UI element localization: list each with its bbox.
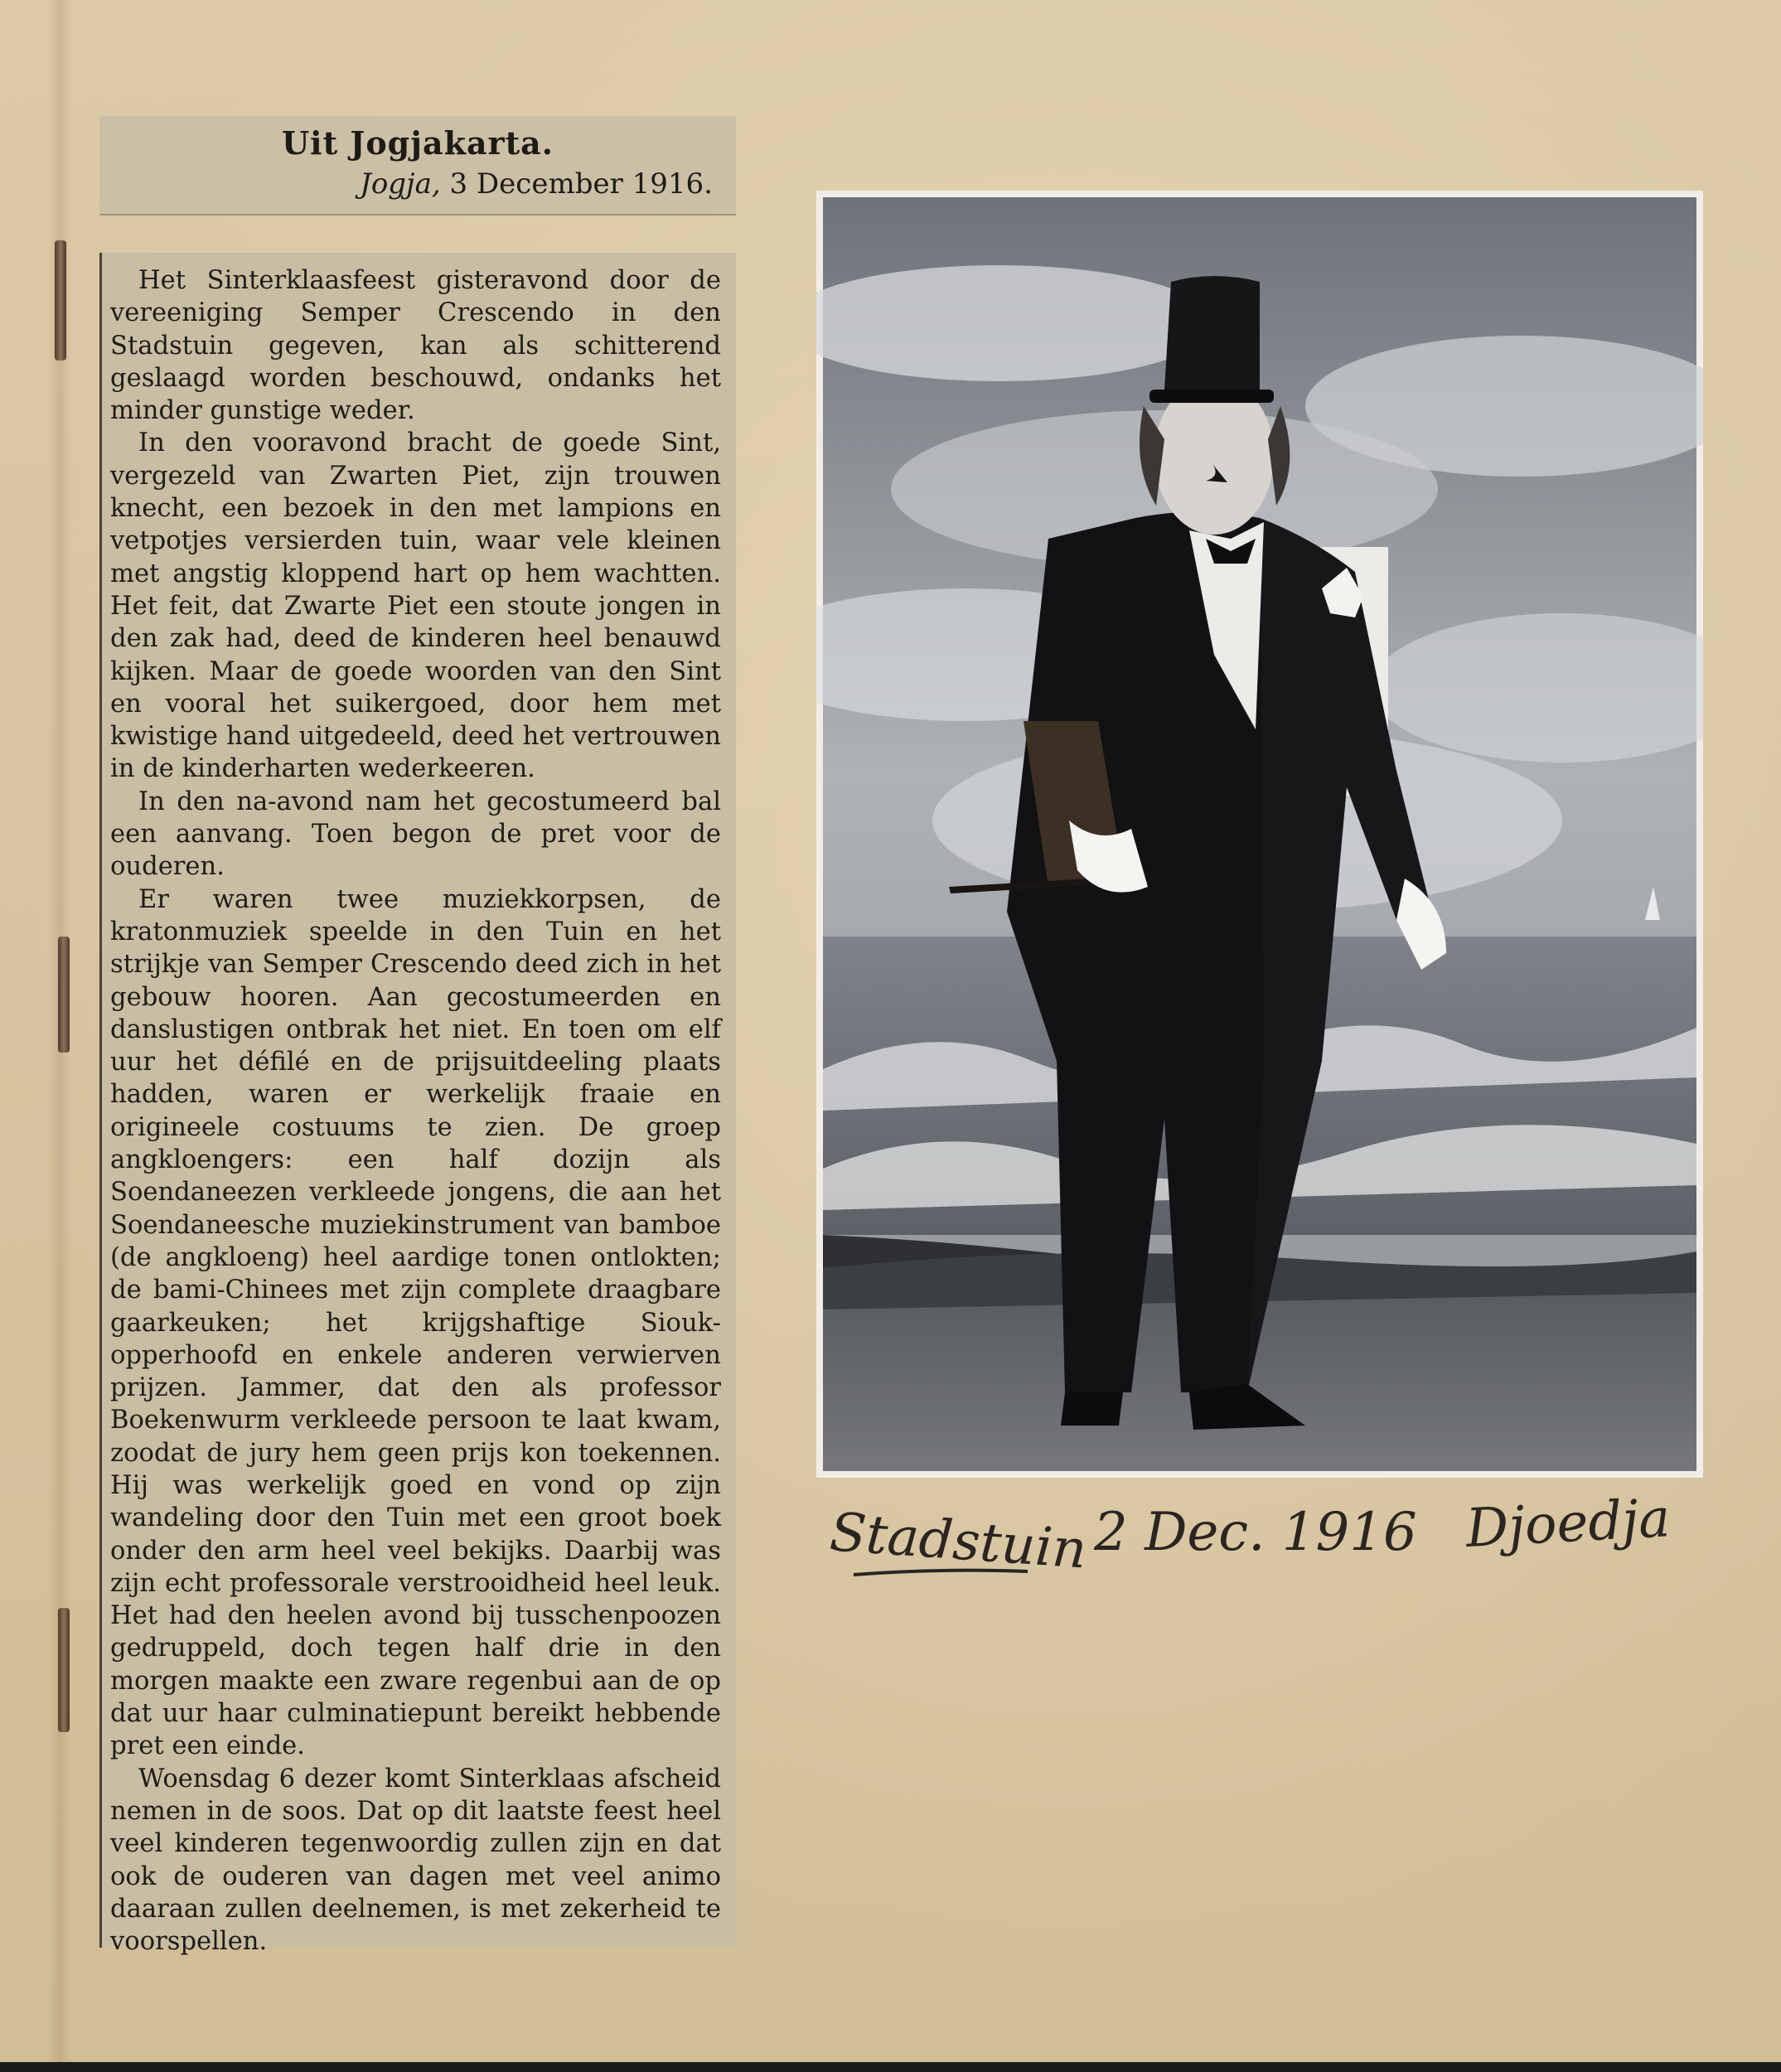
clipping-dateline	[99, 167, 713, 201]
clipping-place: Jogja,	[360, 167, 441, 201]
caption-location-text: Stadstuin	[827, 1502, 1089, 1581]
page-bottom-edge	[0, 2062, 1781, 2072]
clipping-title: Uit Jogjakarta.	[282, 124, 554, 162]
newspaper-article-clipping	[99, 253, 736, 1957]
photograph-image	[816, 191, 1703, 1478]
caption-date	[1094, 1492, 1417, 1583]
caption-location	[827, 1492, 1089, 1583]
caption-city	[1464, 1488, 1682, 1583]
article-paragraph: Er waren twee muziekkorpsen, de kratonmuziek speelde in den Tuin en het strijkje van Semper Crescendo deed zich in het gebouw hooren. Aan gecostumeerden en danslustigen ontbrak het niet. En toen om elf uur het défilé en de prijsuitdeeling plaats hadden, waren er werkelijk fraaie en origineele costuums te zien. De groep angkloengers: een half dozijn als Soendaneezen verkleede jongens, die aan het Soendaneesche muziekinstrument van bamboe (de angkloeng) heel aardige tonen ontlokten; de bami-Chinees met zijn complete draagbare gaarkeuken; het krijgshaftige Siouk-opperhoofd en enkele anderen verwierven prijzen. Jammer, dat den als professor Boekenwurm verkleede persoon te laat kwam, zoodat de jury hem geen prijs kon toekennen. Hij was werkelijk goed en vond op zijn wandeling door den Tuin met een groot boek onder den arm heel veel bekijks. Daarbij was zijn echt professorale verstrooidheid heel leuk. Het had den heelen avond bij tusschenpoozen gedruppeld, doch tegen half drie in den morgen maakte een zware regenbui aan de op dat uur haar culminatiepunt bereikt hebbende pret een einde.	[110, 884, 721, 1761]
fastener	[55, 240, 66, 361]
fastener	[58, 937, 70, 1053]
article-paragraph: Woensdag 6 dezer komt Sinterklaas afscheid nemen in de soos. Dat op dit laatste feest heel veel kinderen tegenwoordig zullen zijn en dat ook de ouderen van dagen met veel animo daaraan zullen deelnemen, is met zekerheid te voorspellen.	[110, 1764, 721, 1957]
article-paragraph: Het Sinterklaasfeest gisteravond door de vereeniging Semper Crescendo in den Stadstuin gegeven, kan als schitterend geslaagd worden beschouwd, ondanks het minder gunstige weder.	[110, 266, 721, 426]
article-paragraph: In den vooravond bracht de goede Sint, vergezeld van Zwarten Piet, zijn trouwen knecht, een bezoek in den met lampions en vetpotjes versierden tuin, waar vele kleinen met angstig kloppend hart op hem wachtten. Het feit, dat Zwarte Piet een stoute jongen in den zak had, deed de kinderen heel benauwd kijken. Maar de goede woorden van den Sint en vooral het suikergoed, door hem met kwistige hand uitgedeeld, deed het vertrouwen in de kinderharten wederkeeren.	[110, 428, 721, 784]
clipping-date: 3 December 1916.	[449, 167, 713, 201]
caption-city-text: Djoedja	[1464, 1488, 1672, 1560]
fastener	[58, 1608, 70, 1732]
newspaper-header-clipping	[99, 116, 736, 215]
article-paragraph: In den na-avond nam het gecostumeerd bal een aanvang. Toen begon de pret voor de ouderen.	[110, 787, 721, 882]
caption-date-text: 2 Dec. 1916	[1094, 1502, 1417, 1563]
photograph	[816, 191, 1703, 1478]
